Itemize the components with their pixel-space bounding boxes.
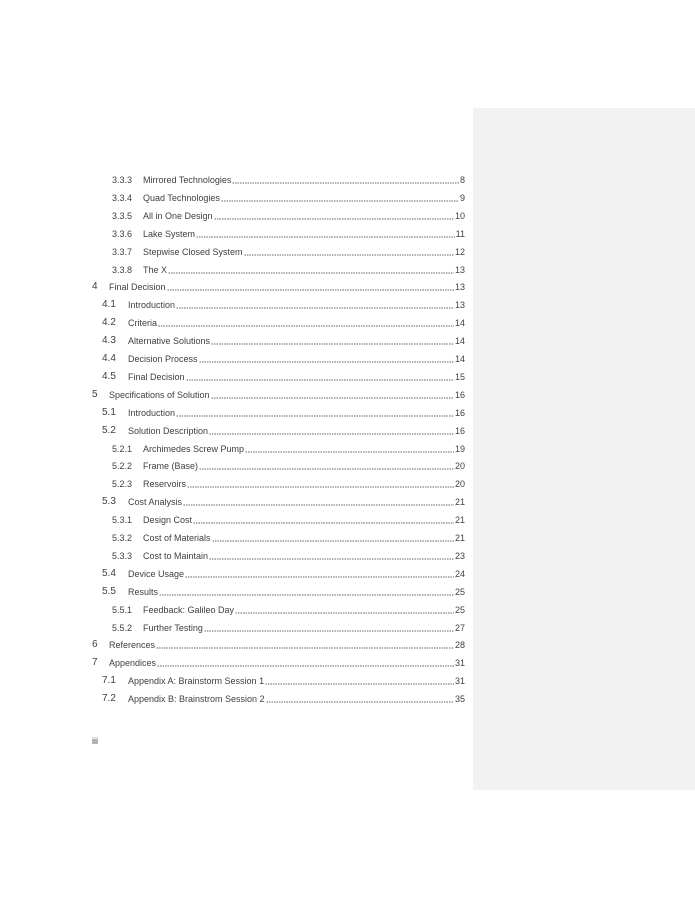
toc-entry-number: 5.3.3: [112, 550, 133, 561]
toc-entry-title: Appendices: [109, 658, 157, 669]
comment-pane: [473, 108, 695, 790]
toc-entry-number: 4.4: [102, 353, 116, 364]
toc-dot-leader: [183, 504, 454, 506]
toc-dot-leader: [265, 683, 454, 685]
toc-entry-title: Introduction: [128, 300, 176, 311]
toc-entry-title: Quad Technologies: [143, 192, 220, 203]
toc-entry-title: Cost of Materials: [143, 533, 211, 543]
toc-entry[interactable]: [112, 616, 465, 634]
toc-entry-number: 5.2.1: [112, 443, 133, 454]
toc-entry-page: 16: [454, 425, 465, 436]
toc-entry[interactable]: [102, 687, 465, 705]
toc-entry-page: 10: [454, 210, 465, 221]
footer-page-number: iii: [92, 736, 98, 746]
toc-entry-page: 13: [454, 264, 465, 275]
toc-entry-page: 21: [454, 515, 465, 526]
toc-dot-leader: [156, 647, 454, 649]
toc-dot-leader: [232, 182, 459, 184]
toc-entry-number: 7.1: [102, 675, 116, 687]
toc-entry-title: Design Cost: [143, 515, 193, 526]
toc-entry-number: 4.5: [102, 370, 116, 382]
toc-entry-number: 7: [92, 657, 98, 669]
toc-entry-page: 15: [454, 371, 465, 382]
toc-entry-page: 25: [454, 604, 465, 615]
toc-entry[interactable]: [102, 365, 465, 383]
toc-entry[interactable]: [112, 472, 465, 490]
toc-entry-title: Cost to Maintain: [143, 550, 209, 561]
toc-entry-title: Final Decision: [128, 371, 185, 382]
toc-entry[interactable]: [112, 258, 465, 276]
toc-dot-leader: [193, 522, 454, 524]
toc-entry-number: 3.3.8: [112, 264, 133, 275]
toc-entry-page: 35: [454, 694, 465, 705]
toc-entry-page: 8: [459, 175, 465, 185]
toc-dot-leader: [167, 289, 454, 291]
toc-entry-number: 3.3.3: [112, 175, 133, 185]
toc-dot-leader: [221, 200, 459, 202]
toc-dot-leader: [211, 343, 454, 345]
toc-entry-page: 21: [454, 533, 465, 543]
toc-entry-title: Device Usage: [128, 568, 185, 579]
toc-entry-page: 28: [454, 640, 465, 651]
toc-entry-page: 13: [454, 282, 465, 293]
toc-entry-title: Final Decision: [109, 282, 166, 293]
toc-entry-title: Stepwise Closed System: [143, 246, 243, 257]
toc-dot-leader: [186, 379, 454, 381]
toc-dot-leader: [244, 254, 454, 256]
toc-dot-leader: [245, 451, 454, 453]
toc-entry[interactable]: [112, 186, 465, 204]
toc-entry-title: Criteria: [128, 318, 158, 329]
toc-entry-number: 3.3.5: [112, 210, 133, 221]
toc-entry-title: Frame (Base): [143, 461, 199, 472]
toc-dot-leader: [159, 594, 454, 596]
toc-entry-page: 19: [454, 443, 465, 454]
toc-entry-page: 14: [454, 336, 465, 347]
toc-entry-title: Lake System: [143, 228, 196, 239]
toc-entry-number: 7.2: [102, 693, 116, 705]
toc-entry[interactable]: [102, 490, 465, 508]
toc-entry-page: 20: [454, 479, 465, 490]
toc-entry[interactable]: [102, 580, 465, 598]
toc-entry[interactable]: [92, 651, 465, 669]
toc-dot-leader: [235, 612, 454, 614]
toc-entry-page: 9: [459, 192, 465, 203]
toc-entry-page: 16: [454, 389, 465, 400]
toc-entry-page: 23: [454, 550, 465, 561]
toc-dot-leader: [176, 415, 454, 417]
toc-entry-number: 6: [92, 639, 98, 651]
toc-entry[interactable]: [102, 311, 465, 329]
toc-entry-number: 5.3.2: [112, 533, 133, 543]
toc-entry-page: 20: [454, 461, 465, 472]
toc-entry-title: Feedback: Galileo Day: [143, 604, 235, 615]
toc-entry-title: Further Testing: [143, 622, 203, 633]
toc-dot-leader: [214, 218, 454, 220]
toc-entry-page: 31: [454, 676, 465, 687]
toc-entry-number: 5.2: [102, 424, 116, 436]
toc-entry[interactable]: [102, 562, 465, 580]
toc-entry-page: 25: [454, 586, 465, 597]
toc-entry[interactable]: [92, 275, 465, 293]
toc-entry-title: Decision Process: [128, 354, 198, 364]
toc-entry-page: 31: [454, 658, 465, 669]
toc-dot-leader: [158, 325, 454, 327]
toc-entry[interactable]: [102, 401, 465, 419]
toc-entry-page: 11: [455, 228, 465, 239]
toc-entry-number: 5.1: [102, 406, 116, 418]
toc-entry-number: 3.3.6: [112, 228, 133, 239]
toc-entry-number: 5.5.1: [112, 604, 133, 615]
toc-entry-title: Mirrored Technologies: [143, 175, 232, 185]
toc-entry-number: 5.3.1: [112, 515, 133, 526]
toc-dot-leader: [157, 665, 454, 667]
toc-entry[interactable]: [112, 437, 465, 455]
toc-entry-number: 3.3.4: [112, 192, 133, 203]
toc-entry-title: All in One Design: [143, 210, 213, 221]
toc-dot-leader: [199, 361, 454, 363]
toc-dot-leader: [266, 701, 454, 703]
toc-entry-page: 27: [454, 622, 465, 633]
toc-entry-title: References: [109, 640, 156, 651]
toc-entry-title: The X: [143, 264, 168, 275]
toc-dot-leader: [211, 397, 454, 399]
toc-entry[interactable]: [112, 454, 465, 472]
toc-dot-leader: [209, 433, 454, 435]
toc-dot-leader: [199, 468, 454, 470]
toc-entry-page: 12: [454, 246, 465, 257]
toc-entry-number: 5.2.2: [112, 461, 133, 472]
toc-entry[interactable]: [102, 293, 465, 311]
toc-entry-number: 4.1: [102, 299, 116, 311]
toc-entry-page: 14: [454, 318, 465, 329]
toc-entry-number: 5.2.3: [112, 479, 133, 490]
toc-entry-title: Results: [128, 586, 159, 597]
toc-entry[interactable]: [112, 544, 465, 562]
toc-entry[interactable]: [112, 526, 465, 544]
toc-entry-number: 4.3: [102, 335, 116, 347]
toc-entry-page: 24: [454, 568, 465, 579]
toc-entry-number: 4: [92, 281, 98, 293]
toc-dot-leader: [196, 236, 455, 238]
toc-dot-leader: [209, 558, 454, 560]
toc-entry[interactable]: [112, 222, 465, 240]
toc-entry-number: 5: [92, 388, 98, 400]
toc-entry[interactable]: [112, 204, 465, 222]
toc-entry-title: Alternative Solutions: [128, 336, 211, 347]
toc-entry-page: 21: [454, 497, 465, 508]
toc-dot-leader: [204, 630, 454, 632]
toc-entry-title: Introduction: [128, 407, 176, 418]
toc-entry-number: 5.4: [102, 567, 116, 579]
toc-entry-page: 13: [454, 300, 465, 311]
toc-entry[interactable]: [102, 347, 465, 365]
toc-entry-title: Cost Analysis: [128, 497, 183, 508]
toc-dot-leader: [168, 272, 454, 274]
toc-entry[interactable]: [92, 383, 465, 401]
toc-entry-number: 5.5: [102, 585, 116, 597]
toc-dot-leader: [176, 307, 454, 309]
toc-entry-page: 14: [454, 354, 465, 364]
toc-entry[interactable]: [102, 329, 465, 347]
toc-entry[interactable]: [92, 633, 465, 651]
toc-entry-title: Appendix B: Brainstrom Session 2: [128, 694, 265, 705]
toc-dot-leader: [187, 486, 454, 488]
toc-entry-number: 5.3: [102, 496, 116, 508]
toc-entry-title: Appendix A: Brainstorm Session 1: [128, 676, 265, 687]
toc-entry-title: Archimedes Screw Pump: [143, 443, 245, 454]
toc-entry-title: Specifications of Solution: [109, 389, 210, 400]
toc-entry-page: 16: [454, 407, 465, 418]
toc-entry[interactable]: [112, 240, 465, 258]
toc-entry[interactable]: [112, 598, 465, 616]
toc-dot-leader: [185, 576, 454, 578]
toc-entry[interactable]: [102, 419, 465, 437]
toc-entry-number: 5.5.2: [112, 622, 133, 633]
toc-entry[interactable]: [112, 508, 465, 526]
toc-entry[interactable]: [112, 168, 465, 186]
toc-entry[interactable]: [102, 669, 465, 687]
toc-entry-title: Reservoirs: [143, 479, 187, 490]
toc-entry-number: 4.2: [102, 317, 116, 329]
toc-entry-title: Solution Description: [128, 425, 209, 436]
toc-entry-number: 3.3.7: [112, 246, 133, 257]
toc-dot-leader: [212, 540, 454, 542]
